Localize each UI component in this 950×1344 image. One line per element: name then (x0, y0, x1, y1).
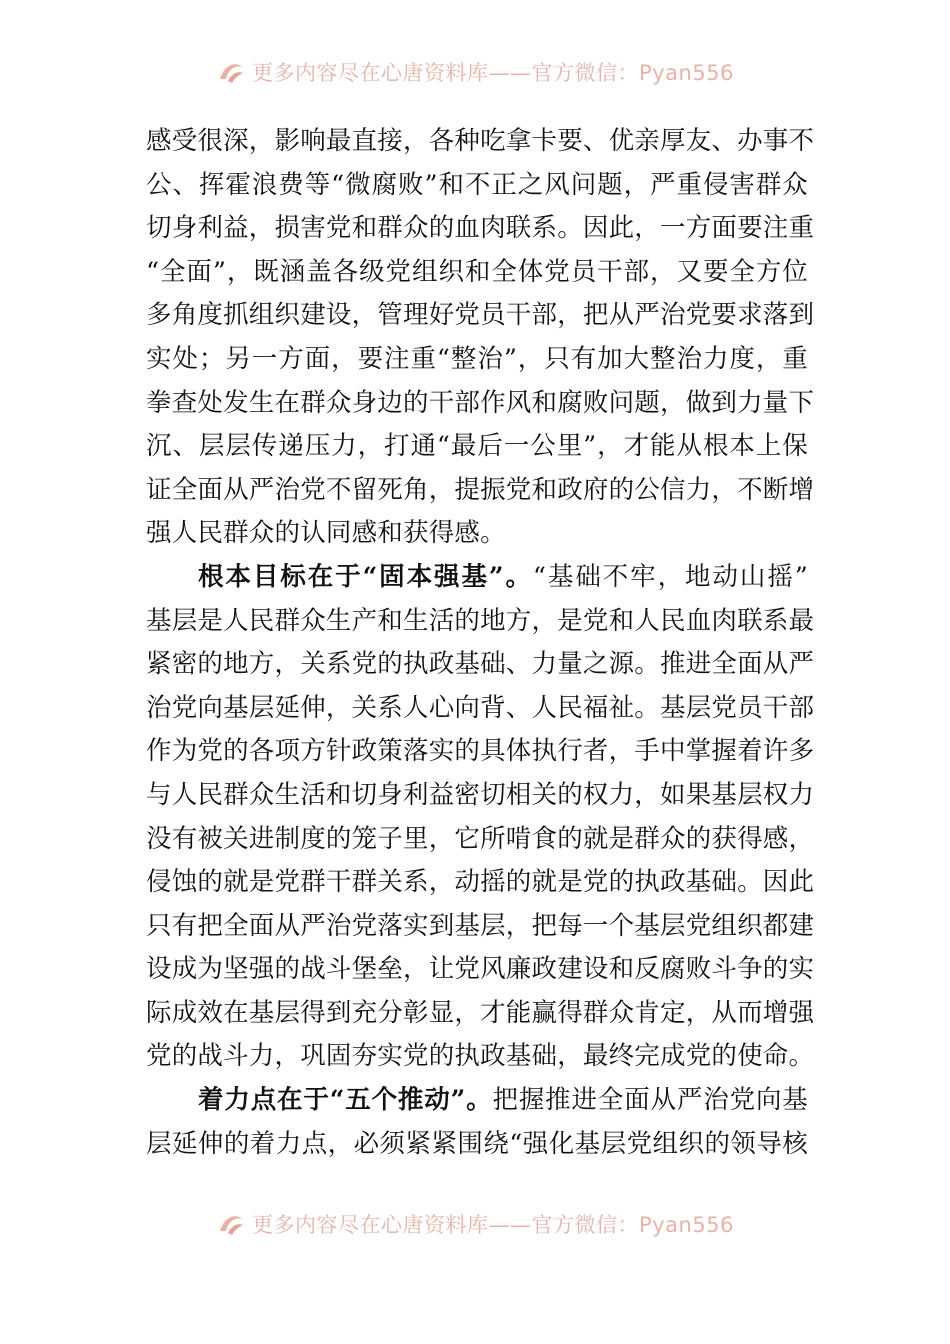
paragraph-first-line (146, 1079, 808, 1123)
text-line: 只有把全面从严治党落实到基层，把每一个基层党组织都建 (146, 910, 815, 941)
text-line: 实处；另一方面，要注重“整治”，只有加大整治力度，重 (146, 343, 808, 374)
text-line: 紧密的地方，关系党的执政基础、力量之源。推进全面从严 (146, 649, 815, 680)
text-line: 没有被关进制度的笼子里，它所啃食的就是群众的获得感， (146, 823, 815, 854)
text-line: 强人民群众的认同感和获得感。 (146, 518, 506, 549)
watermark-text: 更多内容尽在心唐资料库——官方微信：Pyan556 (252, 61, 734, 85)
text-run: “基础不牢，地动山摇” (532, 561, 808, 592)
text-line: 感受很深，影响最直接，各种吃拿卡要、优亲厚友、办事不 (146, 126, 815, 156)
text-line: 层延伸的着力点，必须紧紧围绕“强化基层党组织的领导核 (146, 1128, 808, 1159)
text-line: 际成效在基层得到充分彰显，才能赢得群众肯定，从而增强 (146, 997, 815, 1028)
watermark-logo-icon (216, 1211, 246, 1237)
text-run: 把握推进全面从严治党向基 (492, 1085, 808, 1116)
text-line: 拳查处发生在群众身边的干部作风和腐败问题，做到力量下 (146, 387, 815, 418)
text-line: 沉、层层传递压力，打通“最后一公里”，才能从根本上保 (146, 431, 808, 462)
text-line: 多角度抓组织建设，管理好党员干部，把从严治党要求落到 (146, 300, 815, 331)
text-line: 设成为坚强的战斗堡垒，让党风廉政建设和反腐败斗争的实 (146, 954, 815, 985)
paragraph-1 (146, 120, 815, 556)
document-body (146, 120, 815, 1166)
watermark-logo-icon (216, 59, 246, 85)
paragraph-3 (146, 1079, 808, 1166)
text-line: 切身利益，损害党和群众的血肉联系。因此，一方面要注重 (146, 213, 815, 244)
footer-watermark (0, 1204, 950, 1244)
section-heading: 根本目标在于“固本强基”。 (198, 561, 533, 592)
text-line: 基层是人民群众生产和生活的地方，是党和人民血肉联系最 (146, 605, 815, 636)
text-line: 证全面从严治党不留死角，提振党和政府的公信力，不断增 (146, 474, 815, 505)
section-heading: 着力点在于“五个推动”。 (198, 1085, 493, 1116)
text-line: 党的战斗力，巩固夯实党的执政基础，最终完成党的使命。 (146, 1041, 815, 1072)
paragraph-first-line (146, 556, 808, 600)
paragraph-2 (146, 556, 815, 1079)
text-line: “全面”，既涵盖各级党组织和全体党员干部，又要全方位 (146, 256, 808, 287)
text-line: 公、挥霍浪费等“微腐败”和不正之风问题，严重侵害群众 (146, 169, 808, 200)
watermark-text: 更多内容尽在心唐资料库——官方微信：Pyan556 (252, 1213, 734, 1237)
text-line: 侵蚀的就是党群干群关系，动摇的就是党的执政基础。因此 (146, 867, 815, 898)
text-line: 作为党的各项方针政策落实的具体执行者，手中掌握着许多 (146, 736, 815, 767)
header-watermark (0, 52, 950, 92)
text-line: 与人民群众生活和切身利益密切相关的权力，如果基层权力 (146, 779, 815, 810)
text-line: 治党向基层延伸，关系人心向背、人民福祉。基层党员干部 (146, 692, 815, 723)
